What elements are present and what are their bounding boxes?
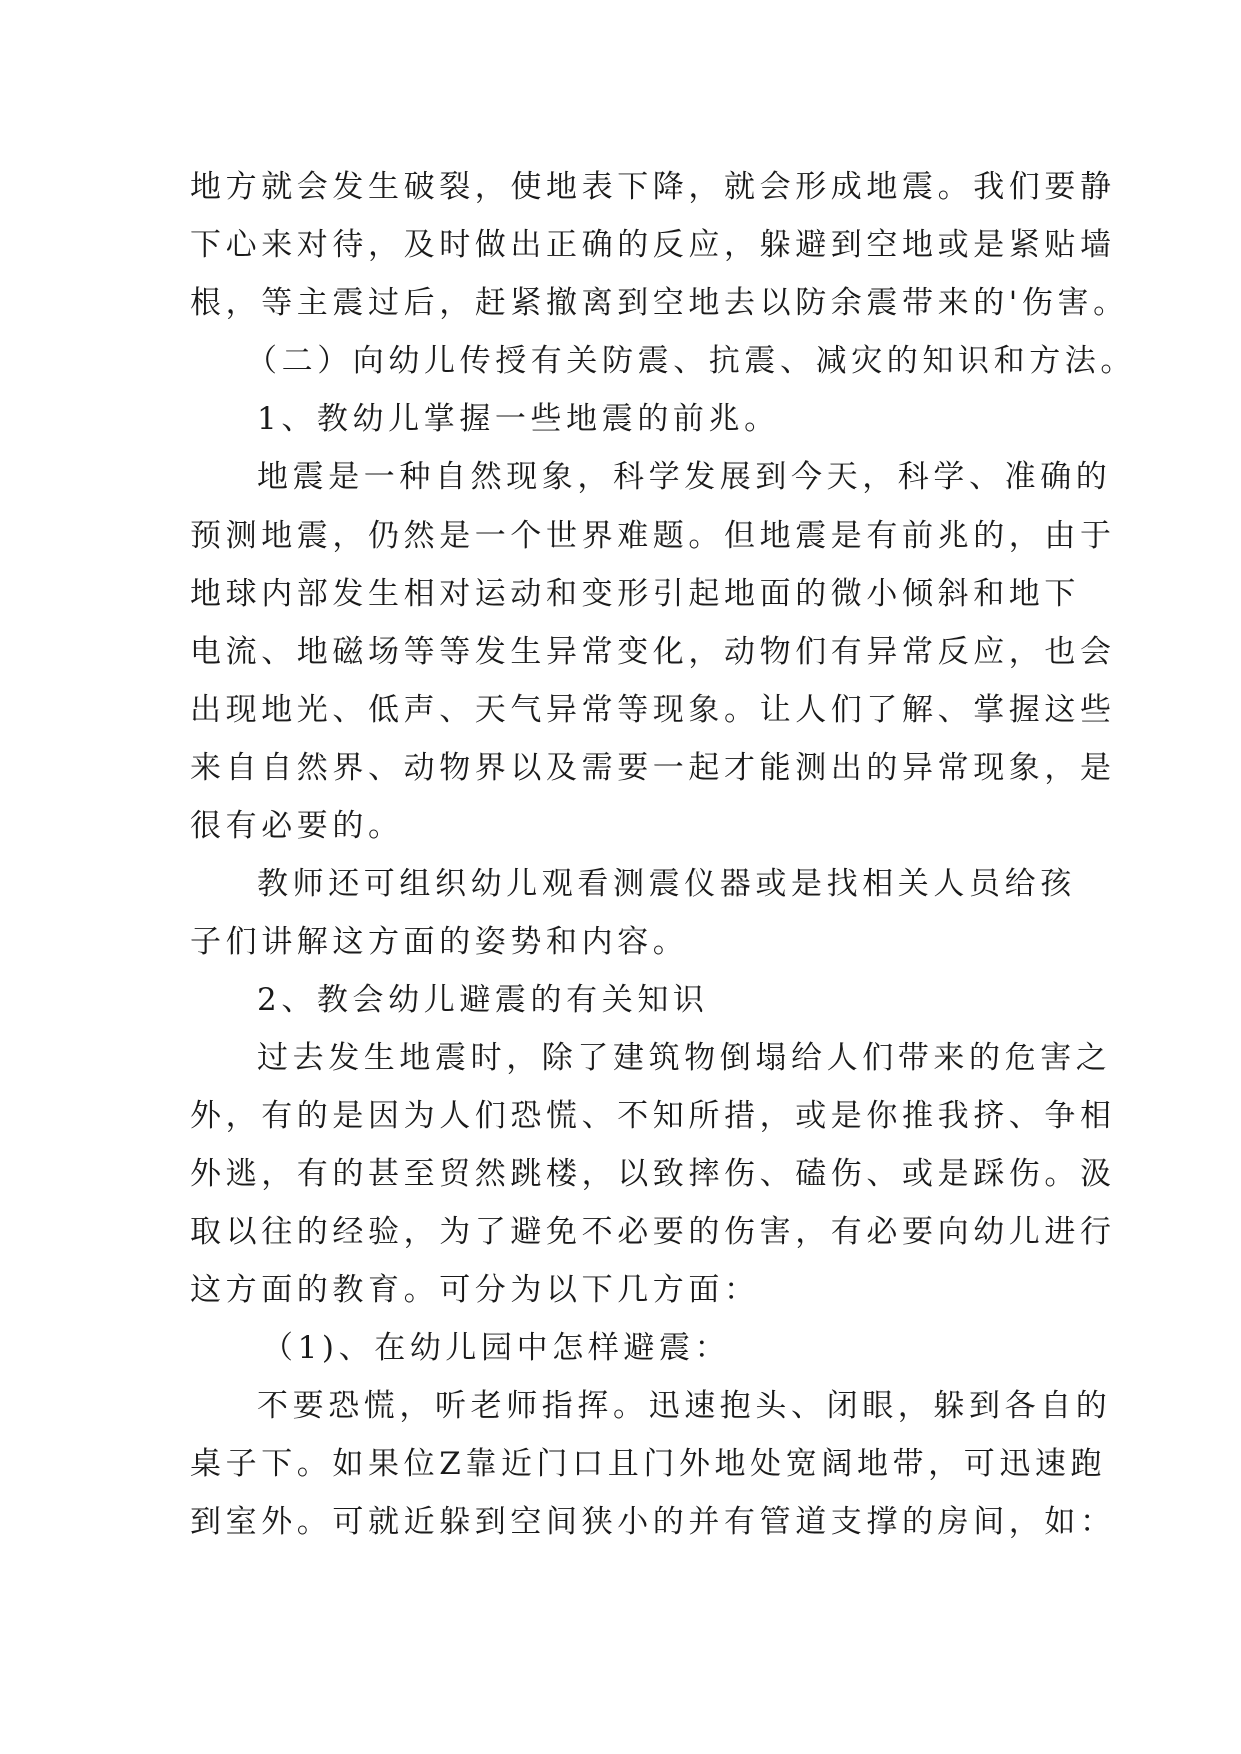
text-line: 这方面的教育。可分为以下几方面： xyxy=(190,1272,760,1308)
text-line: 电流、地磁场等等发生异常变化，动物们有异常反应，也会 xyxy=(190,634,1116,670)
text-line: 不要恐慌，听老师指挥。迅速抱头、闭眼，躲到各自的 xyxy=(257,1388,1112,1424)
text-line: 地球内部发生相对运动和变形引起地面的微小倾斜和地下 xyxy=(190,576,1080,612)
text-line: 预测地震，仍然是一个世界难题。但地震是有前兆的，由于 xyxy=(190,518,1116,554)
subsection-heading: 2、教会幼儿避震的有关知识 xyxy=(257,982,709,1018)
text-line: 桌子下。如果位Z靠近门口且门外地处宽阔地带，可迅速跑 xyxy=(190,1446,1107,1482)
text-line: 到室外。可就近躲到空间狭小的并有管道支撑的房间，如： xyxy=(190,1504,1116,1540)
text-line: 取以往的经验，为了避免不必要的伤害，有必要向幼儿进行 xyxy=(190,1214,1116,1250)
text-line: 地震是一种自然现象，科学发展到今天，科学、准确的 xyxy=(257,459,1112,495)
text-line: 下心来对待，及时做出正确的反应，躲避到空地或是紧贴墙 xyxy=(190,227,1116,263)
subsection-heading: 1、教幼儿掌握一些地震的前兆。 xyxy=(257,401,780,437)
text-line: 根，等主震过后，赶紧撤离到空地去以防余震带来的'伤害。 xyxy=(190,285,1129,321)
text-line: 很有必要的。 xyxy=(190,808,404,844)
text-line: 外逃，有的甚至贸然跳楼，以致摔伤、磕伤、或是踩伤。汲 xyxy=(190,1156,1116,1192)
text-line: 来自自然界、动物界以及需要一起才能测出的异常现象，是 xyxy=(190,750,1116,786)
text-line: 子们讲解这方面的姿势和内容。 xyxy=(190,924,689,960)
section-heading: （二）向幼儿传授有关防震、抗震、减灾的知识和方法。 xyxy=(246,343,1136,379)
text-line: 教师还可组织幼儿观看测震仪器或是找相关人员给孩 xyxy=(257,866,1076,902)
text-line: 地方就会发生破裂，使地表下降，就会形成地震。我们要静 xyxy=(190,169,1116,205)
subsection-heading: （1)、在幼儿园中怎样避震： xyxy=(262,1330,731,1366)
text-line: 外，有的是因为人们恐慌、不知所措，或是你推我挤、争相 xyxy=(190,1098,1116,1134)
text-line: 过去发生地震时，除了建筑物倒塌给人们带来的危害之 xyxy=(257,1040,1112,1076)
text-line: 出现地光、低声、天气异常等现象。让人们了解、掌握这些 xyxy=(190,692,1116,728)
